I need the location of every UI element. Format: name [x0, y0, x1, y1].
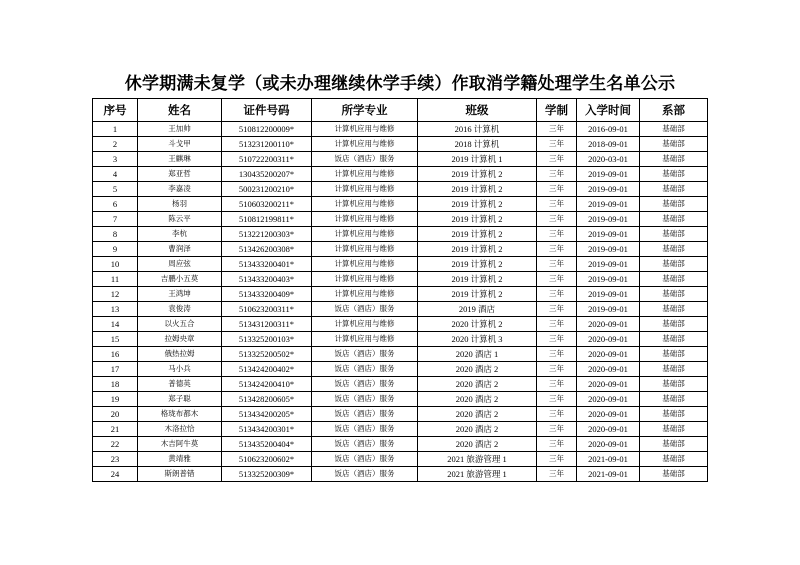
- cell-id-number: 500231200210*: [222, 182, 312, 197]
- cell-duration: 三年: [537, 362, 577, 377]
- table-row: [93, 137, 708, 152]
- table-row: [93, 257, 708, 272]
- cell-index: 23: [93, 452, 138, 467]
- cell-index: 17: [93, 362, 138, 377]
- cell-index: 16: [93, 347, 138, 362]
- cell-name: 李杭: [138, 227, 222, 242]
- cell-name: 普德英: [138, 377, 222, 392]
- cell-id-number: 513434200301*: [222, 422, 312, 437]
- cell-class: 2019 计算机 2: [418, 212, 537, 227]
- cell-index: 9: [93, 242, 138, 257]
- cell-index: 1: [93, 122, 138, 137]
- cell-class: 2019 计算机 2: [418, 167, 537, 182]
- cell-department: 基础部: [640, 332, 708, 347]
- cell-major: 计算机应用与维修: [312, 212, 418, 227]
- cell-enroll-date: 2016-09-01: [577, 122, 640, 137]
- cell-name: 斯朗普错: [138, 467, 222, 482]
- cell-enroll-date: 2020-03-01: [577, 152, 640, 167]
- cell-class: 2019 计算机 2: [418, 182, 537, 197]
- cell-department: 基础部: [640, 362, 708, 377]
- table-body: [93, 122, 708, 482]
- cell-id-number: 513221200303*: [222, 227, 312, 242]
- cell-class: 2019 酒店: [418, 302, 537, 317]
- cell-class: 2020 酒店 2: [418, 392, 537, 407]
- cell-class: 2020 酒店 2: [418, 362, 537, 377]
- cell-duration: 三年: [537, 317, 577, 332]
- table-row: [93, 212, 708, 227]
- cell-enroll-date: 2019-09-01: [577, 302, 640, 317]
- cell-enroll-date: 2020-09-01: [577, 347, 640, 362]
- cell-department: 基础部: [640, 197, 708, 212]
- column-header: 证件号码: [222, 99, 312, 122]
- cell-duration: 三年: [537, 302, 577, 317]
- cell-department: 基础部: [640, 122, 708, 137]
- cell-major: 饭店（酒店）服务: [312, 467, 418, 482]
- cell-class: 2019 计算机 2: [418, 227, 537, 242]
- cell-duration: 三年: [537, 257, 577, 272]
- cell-enroll-date: 2019-09-01: [577, 272, 640, 287]
- cell-major: 饭店（酒店）服务: [312, 392, 418, 407]
- cell-index: 20: [93, 407, 138, 422]
- cell-enroll-date: 2021-09-01: [577, 467, 640, 482]
- cell-name: 郑亚哲: [138, 167, 222, 182]
- cell-enroll-date: 2020-09-01: [577, 317, 640, 332]
- cell-index: 6: [93, 197, 138, 212]
- cell-department: 基础部: [640, 377, 708, 392]
- cell-enroll-date: 2019-09-01: [577, 197, 640, 212]
- table-row: [93, 407, 708, 422]
- student-roster-table: [92, 98, 708, 482]
- cell-duration: 三年: [537, 182, 577, 197]
- cell-class: 2019 计算机 2: [418, 257, 537, 272]
- cell-class: 2019 计算机 1: [418, 152, 537, 167]
- table-row: [93, 227, 708, 242]
- page-title: 休学期满未复学（或未办理继续休学手续）作取消学籍处理学生名单公示: [124, 74, 676, 94]
- table-row: [93, 152, 708, 167]
- cell-index: 13: [93, 302, 138, 317]
- cell-index: 2: [93, 137, 138, 152]
- table-row: [93, 422, 708, 437]
- cell-duration: 三年: [537, 212, 577, 227]
- cell-duration: 三年: [537, 152, 577, 167]
- cell-class: 2020 酒店 2: [418, 407, 537, 422]
- cell-name: 王加帅: [138, 122, 222, 137]
- cell-enroll-date: 2019-09-01: [577, 212, 640, 227]
- cell-id-number: 513426200308*: [222, 242, 312, 257]
- cell-enroll-date: 2020-09-01: [577, 392, 640, 407]
- cell-enroll-date: 2021-09-01: [577, 452, 640, 467]
- cell-major: 饭店（酒店）服务: [312, 152, 418, 167]
- table-row: [93, 317, 708, 332]
- cell-name: 拉姆央章: [138, 332, 222, 347]
- cell-duration: 三年: [537, 227, 577, 242]
- cell-duration: 三年: [537, 287, 577, 302]
- cell-index: 5: [93, 182, 138, 197]
- cell-duration: 三年: [537, 332, 577, 347]
- cell-department: 基础部: [640, 212, 708, 227]
- cell-name: 吉鹏小五莫: [138, 272, 222, 287]
- table-row: [93, 467, 708, 482]
- cell-index: 14: [93, 317, 138, 332]
- cell-department: 基础部: [640, 167, 708, 182]
- cell-major: 计算机应用与维修: [312, 227, 418, 242]
- cell-class: 2020 酒店 2: [418, 377, 537, 392]
- cell-class: 2020 计算机 2: [418, 317, 537, 332]
- cell-index: 11: [93, 272, 138, 287]
- cell-major: 计算机应用与维修: [312, 197, 418, 212]
- cell-index: 22: [93, 437, 138, 452]
- cell-id-number: 510623200311*: [222, 302, 312, 317]
- cell-major: 饭店（酒店）服务: [312, 347, 418, 362]
- cell-duration: 三年: [537, 392, 577, 407]
- cell-department: 基础部: [640, 422, 708, 437]
- cell-department: 基础部: [640, 407, 708, 422]
- cell-name: 王鸿坤: [138, 287, 222, 302]
- cell-id-number: 513433200409*: [222, 287, 312, 302]
- cell-class: 2019 计算机 2: [418, 197, 537, 212]
- cell-enroll-date: 2019-09-01: [577, 257, 640, 272]
- table-row: [93, 362, 708, 377]
- table-row: [93, 452, 708, 467]
- cell-id-number: 513231200110*: [222, 137, 312, 152]
- cell-department: 基础部: [640, 287, 708, 302]
- cell-id-number: 510812199811*: [222, 212, 312, 227]
- cell-department: 基础部: [640, 137, 708, 152]
- cell-enroll-date: 2019-09-01: [577, 287, 640, 302]
- cell-enroll-date: 2020-09-01: [577, 362, 640, 377]
- cell-department: 基础部: [640, 242, 708, 257]
- cell-enroll-date: 2019-09-01: [577, 182, 640, 197]
- cell-major: 饭店（酒店）服务: [312, 422, 418, 437]
- cell-duration: 三年: [537, 422, 577, 437]
- cell-class: 2020 酒店 1: [418, 347, 537, 362]
- cell-name: 木洛拉恰: [138, 422, 222, 437]
- cell-major: 计算机应用与维修: [312, 242, 418, 257]
- cell-id-number: 513325200103*: [222, 332, 312, 347]
- table-row: [93, 377, 708, 392]
- cell-class: 2019 计算机 2: [418, 242, 537, 257]
- table-row: [93, 122, 708, 137]
- cell-index: 8: [93, 227, 138, 242]
- cell-duration: 三年: [537, 242, 577, 257]
- cell-class: 2018 计算机: [418, 137, 537, 152]
- cell-major: 饭店（酒店）服务: [312, 452, 418, 467]
- cell-name: 周应弦: [138, 257, 222, 272]
- column-header: 所学专业: [312, 99, 418, 122]
- cell-enroll-date: 2020-09-01: [577, 407, 640, 422]
- column-header: 学制: [537, 99, 577, 122]
- cell-name: 曹润泽: [138, 242, 222, 257]
- cell-name: 袁俊涛: [138, 302, 222, 317]
- table-row: [93, 302, 708, 317]
- header-row: [93, 99, 708, 122]
- cell-duration: 三年: [537, 197, 577, 212]
- cell-index: 18: [93, 377, 138, 392]
- cell-name: 杨羽: [138, 197, 222, 212]
- cell-enroll-date: 2019-09-01: [577, 242, 640, 257]
- cell-id-number: 513325200502*: [222, 347, 312, 362]
- column-header: 入学时间: [577, 99, 640, 122]
- cell-id-number: 513431200311*: [222, 317, 312, 332]
- cell-duration: 三年: [537, 377, 577, 392]
- cell-major: 饭店（酒店）服务: [312, 437, 418, 452]
- cell-index: 24: [93, 467, 138, 482]
- cell-major: 计算机应用与维修: [312, 332, 418, 347]
- cell-class: 2019 计算机 2: [418, 272, 537, 287]
- table-row: [93, 392, 708, 407]
- cell-department: 基础部: [640, 227, 708, 242]
- cell-major: 饭店（酒店）服务: [312, 377, 418, 392]
- table-row: [93, 167, 708, 182]
- cell-name: 陈云平: [138, 212, 222, 227]
- cell-name: 李嘉凌: [138, 182, 222, 197]
- cell-department: 基础部: [640, 452, 708, 467]
- cell-id-number: 513435200404*: [222, 437, 312, 452]
- column-header: 班级: [418, 99, 537, 122]
- cell-name: 格珑布都木: [138, 407, 222, 422]
- table-row: [93, 287, 708, 302]
- cell-duration: 三年: [537, 167, 577, 182]
- cell-index: 15: [93, 332, 138, 347]
- cell-major: 计算机应用与维修: [312, 167, 418, 182]
- cell-class: 2020 酒店 2: [418, 422, 537, 437]
- cell-department: 基础部: [640, 182, 708, 197]
- table-row: [93, 197, 708, 212]
- cell-department: 基础部: [640, 302, 708, 317]
- cell-index: 3: [93, 152, 138, 167]
- cell-index: 10: [93, 257, 138, 272]
- cell-major: 计算机应用与维修: [312, 272, 418, 287]
- cell-enroll-date: 2020-09-01: [577, 377, 640, 392]
- cell-enroll-date: 2020-09-01: [577, 332, 640, 347]
- cell-duration: 三年: [537, 467, 577, 482]
- cell-enroll-date: 2019-09-01: [577, 227, 640, 242]
- cell-class: 2021 旅游管理 1: [418, 452, 537, 467]
- cell-department: 基础部: [640, 257, 708, 272]
- cell-id-number: 513433200401*: [222, 257, 312, 272]
- cell-name: 木吉阿牛莫: [138, 437, 222, 452]
- cell-id-number: 513325200309*: [222, 467, 312, 482]
- cell-duration: 三年: [537, 122, 577, 137]
- table-row: [93, 437, 708, 452]
- cell-major: 饭店（酒店）服务: [312, 407, 418, 422]
- cell-id-number: 513433200403*: [222, 272, 312, 287]
- cell-major: 计算机应用与维修: [312, 122, 418, 137]
- cell-major: 计算机应用与维修: [312, 257, 418, 272]
- cell-department: 基础部: [640, 152, 708, 167]
- cell-id-number: 510623200602*: [222, 452, 312, 467]
- cell-name: 斗戈甲: [138, 137, 222, 152]
- cell-enroll-date: 2018-09-01: [577, 137, 640, 152]
- cell-enroll-date: 2020-09-01: [577, 422, 640, 437]
- cell-major: 计算机应用与维修: [312, 287, 418, 302]
- cell-department: 基础部: [640, 317, 708, 332]
- cell-name: 王麒琳: [138, 152, 222, 167]
- cell-duration: 三年: [537, 437, 577, 452]
- cell-class: 2020 酒店 2: [418, 437, 537, 452]
- column-header: 姓名: [138, 99, 222, 122]
- cell-duration: 三年: [537, 347, 577, 362]
- table-row: [93, 332, 708, 347]
- cell-major: 计算机应用与维修: [312, 317, 418, 332]
- cell-id-number: 513434200205*: [222, 407, 312, 422]
- cell-class: 2021 旅游管理 1: [418, 467, 537, 482]
- cell-name: 郑子聪: [138, 392, 222, 407]
- cell-id-number: 510722200311*: [222, 152, 312, 167]
- cell-duration: 三年: [537, 137, 577, 152]
- cell-department: 基础部: [640, 392, 708, 407]
- cell-major: 计算机应用与维修: [312, 137, 418, 152]
- cell-name: 以火五合: [138, 317, 222, 332]
- cell-index: 12: [93, 287, 138, 302]
- cell-major: 饭店（酒店）服务: [312, 302, 418, 317]
- column-header: 序号: [93, 99, 138, 122]
- cell-index: 7: [93, 212, 138, 227]
- cell-id-number: 510812200009*: [222, 122, 312, 137]
- cell-name: 马小兵: [138, 362, 222, 377]
- cell-class: 2020 计算机 3: [418, 332, 537, 347]
- cell-major: 计算机应用与维修: [312, 182, 418, 197]
- cell-index: 21: [93, 422, 138, 437]
- table-row: [93, 272, 708, 287]
- cell-index: 19: [93, 392, 138, 407]
- cell-major: 饭店（酒店）服务: [312, 362, 418, 377]
- cell-duration: 三年: [537, 407, 577, 422]
- cell-class: 2019 计算机 2: [418, 287, 537, 302]
- cell-index: 4: [93, 167, 138, 182]
- column-header: 系部: [640, 99, 708, 122]
- cell-name: 黄靖雅: [138, 452, 222, 467]
- cell-id-number: 513428200605*: [222, 392, 312, 407]
- cell-department: 基础部: [640, 437, 708, 452]
- cell-enroll-date: 2019-09-01: [577, 167, 640, 182]
- cell-id-number: 510603200211*: [222, 197, 312, 212]
- cell-name: 俄热拉姆: [138, 347, 222, 362]
- table-row: [93, 347, 708, 362]
- cell-id-number: 513424200402*: [222, 362, 312, 377]
- cell-department: 基础部: [640, 347, 708, 362]
- cell-duration: 三年: [537, 272, 577, 287]
- table-row: [93, 182, 708, 197]
- cell-id-number: 513424200410*: [222, 377, 312, 392]
- cell-department: 基础部: [640, 272, 708, 287]
- table-row: [93, 242, 708, 257]
- cell-duration: 三年: [537, 452, 577, 467]
- cell-class: 2016 计算机: [418, 122, 537, 137]
- cell-department: 基础部: [640, 467, 708, 482]
- cell-enroll-date: 2020-09-01: [577, 437, 640, 452]
- cell-id-number: 130435200207*: [222, 167, 312, 182]
